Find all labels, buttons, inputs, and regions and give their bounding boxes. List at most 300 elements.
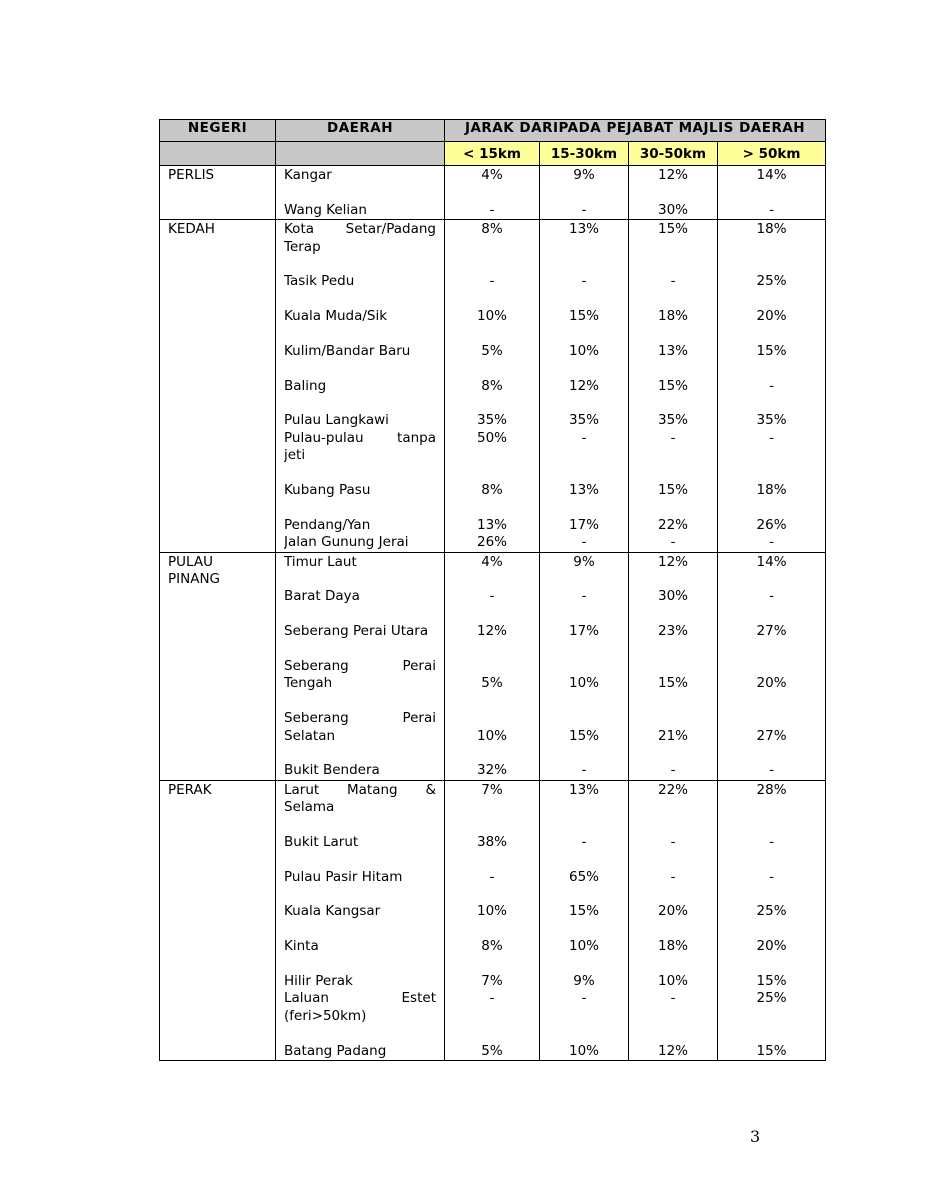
rate-30-50km bbox=[629, 1025, 717, 1042]
district-name: Kangar bbox=[284, 167, 332, 183]
district-name: & bbox=[425, 781, 436, 798]
district-line bbox=[284, 1025, 436, 1042]
rate-15-30km bbox=[540, 693, 628, 710]
district-line bbox=[284, 903, 436, 920]
district-name: tanpa bbox=[397, 429, 436, 446]
rate-15-30km bbox=[540, 816, 628, 833]
rate-under-15km: - bbox=[489, 201, 495, 218]
rate-15-30km bbox=[540, 499, 628, 516]
district-name: Perai bbox=[402, 710, 436, 727]
rate-30-50km: 22% bbox=[657, 781, 688, 798]
rate-under-15km: - bbox=[489, 588, 495, 605]
rate-30-50km bbox=[629, 395, 717, 412]
rate-30-50km bbox=[629, 641, 717, 658]
district-line bbox=[284, 782, 436, 799]
rate-15-30km: - bbox=[581, 833, 587, 850]
district-line bbox=[284, 395, 436, 412]
rate-over-50km: - bbox=[769, 534, 774, 551]
rate-30-50km: - bbox=[670, 273, 676, 290]
rate-15-30km bbox=[540, 395, 628, 412]
rate-over-50km: 15% bbox=[756, 342, 787, 359]
rate-over-50km bbox=[718, 1008, 825, 1025]
rate-over-50km: 20% bbox=[756, 938, 787, 955]
rate-15-30km bbox=[540, 326, 628, 343]
rate-30-50km: 15% bbox=[657, 482, 688, 499]
rate-15-30km: - bbox=[581, 990, 587, 1007]
rate-30-50km-cell bbox=[629, 220, 718, 552]
district-line bbox=[284, 343, 436, 360]
rate-30-50km bbox=[629, 658, 717, 675]
district-line bbox=[284, 499, 436, 516]
rate-under-15km bbox=[445, 710, 539, 727]
rate-over-50km: - bbox=[769, 377, 774, 394]
district-line bbox=[284, 482, 436, 499]
state-name: PULAU bbox=[168, 553, 213, 570]
header-row-distances bbox=[160, 142, 826, 166]
rate-15-30km: 13% bbox=[568, 221, 599, 238]
rate-under-15km: 7% bbox=[481, 781, 503, 798]
rate-over-50km: 35% bbox=[756, 412, 787, 429]
header-jarak: JARAK DARIPADA PEJABAT MAJLIS DAERAH bbox=[445, 120, 826, 142]
rate-15-30km: 10% bbox=[568, 938, 599, 955]
district-line bbox=[284, 447, 436, 464]
rate-30-50km bbox=[629, 256, 717, 273]
district-line bbox=[284, 641, 436, 658]
rate-over-50km: 18% bbox=[756, 482, 787, 499]
rate-under-15km: - bbox=[489, 868, 495, 885]
district-line bbox=[284, 851, 436, 868]
rate-under-15km: 35% bbox=[476, 412, 507, 429]
state-name: PINANG bbox=[168, 570, 221, 587]
rate-under-15km bbox=[445, 1008, 539, 1025]
rate-under-15km bbox=[445, 571, 539, 588]
district-line bbox=[284, 517, 436, 534]
district-name: Seberang bbox=[284, 657, 349, 674]
district-line bbox=[284, 623, 436, 640]
rate-30-50km bbox=[629, 886, 717, 903]
rate-15-30km bbox=[540, 360, 628, 377]
rate-15-30km: - bbox=[581, 762, 587, 779]
rate-over-50km: 14% bbox=[756, 167, 787, 183]
rate-30-50km: 13% bbox=[657, 342, 688, 359]
rate-over-50km bbox=[718, 1025, 825, 1042]
rate-over-50km: - bbox=[769, 762, 774, 779]
rate-30-50km: 15% bbox=[657, 221, 688, 238]
district-cell bbox=[276, 220, 445, 552]
rate-15-30km bbox=[540, 658, 628, 675]
district-name: Hilir Perak bbox=[284, 972, 353, 989]
header-daerah-blank bbox=[276, 142, 445, 166]
rate-over-50km: 26% bbox=[756, 516, 787, 533]
rate-under-15km: 8% bbox=[481, 377, 503, 394]
district-name: Tengah bbox=[284, 675, 333, 692]
district-line bbox=[284, 588, 436, 605]
rate-over-50km: 25% bbox=[756, 273, 787, 290]
rate-under-15km: 50% bbox=[476, 429, 507, 446]
rate-over-50km: 15% bbox=[756, 972, 787, 989]
rate-30-50km: 15% bbox=[657, 377, 688, 394]
district-name: Tasik Pedu bbox=[284, 273, 355, 290]
district-name: Jalan Gunung Jerai bbox=[284, 534, 409, 551]
rate-15-30km bbox=[540, 956, 628, 973]
district-name: Estet bbox=[401, 990, 436, 1007]
rate-15-30km-cell bbox=[540, 166, 629, 220]
rate-30-50km: 12% bbox=[657, 553, 688, 570]
rate-15-30km: 9% bbox=[573, 553, 595, 570]
rate-15-30km-cell bbox=[540, 552, 629, 780]
district-line bbox=[284, 745, 436, 762]
rate-under-15km: 32% bbox=[476, 762, 507, 779]
rate-over-50km bbox=[718, 745, 825, 762]
rate-under-15km: 38% bbox=[476, 833, 507, 850]
rate-30-50km: 30% bbox=[657, 588, 688, 605]
district-name: Matang bbox=[347, 781, 398, 798]
rate-under-15km bbox=[445, 693, 539, 710]
rate-under-15km bbox=[445, 606, 539, 623]
rate-under-15km-cell bbox=[445, 780, 540, 1060]
state-group-row bbox=[160, 552, 826, 780]
rate-15-30km: 9% bbox=[573, 167, 595, 183]
district-line bbox=[284, 606, 436, 623]
district-name: Selama bbox=[284, 799, 335, 816]
header-daerah: DAERAH bbox=[276, 120, 445, 142]
district-name: Kubang Pasu bbox=[284, 482, 371, 499]
rate-under-15km bbox=[445, 816, 539, 833]
district-line bbox=[284, 430, 436, 447]
district-name: Terap bbox=[284, 238, 321, 255]
district-line bbox=[284, 990, 436, 1007]
rate-under-15km: - bbox=[489, 273, 495, 290]
rate-over-50km bbox=[718, 851, 825, 868]
rate-15-30km bbox=[540, 886, 628, 903]
rate-15-30km bbox=[540, 465, 628, 482]
district-line bbox=[284, 973, 436, 990]
rate-30-50km-cell bbox=[629, 780, 718, 1060]
district-name: (feri>50km) bbox=[284, 1007, 367, 1024]
rate-under-15km-cell bbox=[445, 220, 540, 552]
district-name: Kulim/Bandar Baru bbox=[284, 342, 411, 359]
rate-under-15km bbox=[445, 799, 539, 816]
district-line bbox=[284, 956, 436, 973]
header-30-50km: 30-50km bbox=[629, 142, 718, 166]
rate-over-50km-cell bbox=[718, 780, 826, 1060]
rate-30-50km bbox=[629, 239, 717, 256]
rate-over-50km: - bbox=[769, 429, 774, 446]
rate-under-15km bbox=[445, 641, 539, 658]
district-line bbox=[284, 938, 436, 955]
rate-30-50km bbox=[629, 606, 717, 623]
rate-over-50km bbox=[718, 710, 825, 727]
district-line bbox=[284, 378, 436, 395]
rate-over-50km bbox=[718, 184, 825, 201]
rate-over-50km: 27% bbox=[756, 727, 787, 744]
rate-15-30km bbox=[540, 1025, 628, 1042]
rate-30-50km bbox=[629, 693, 717, 710]
rate-over-50km: - bbox=[769, 868, 774, 885]
rate-15-30km bbox=[540, 291, 628, 308]
rate-under-15km bbox=[445, 658, 539, 675]
district-line bbox=[284, 273, 436, 290]
district-line bbox=[284, 1043, 436, 1060]
rate-15-30km: 10% bbox=[568, 342, 599, 359]
header-over-50km: > 50km bbox=[718, 142, 826, 166]
rate-30-50km bbox=[629, 956, 717, 973]
district-name: Kota bbox=[284, 221, 315, 238]
district-line bbox=[284, 693, 436, 710]
rate-under-15km: 5% bbox=[481, 1042, 503, 1059]
rate-15-30km bbox=[540, 606, 628, 623]
header-negeri: NEGERI bbox=[160, 120, 276, 142]
district-line bbox=[284, 308, 436, 325]
state-name-cell bbox=[160, 220, 276, 552]
rate-15-30km: 12% bbox=[568, 377, 599, 394]
rate-over-50km bbox=[718, 256, 825, 273]
district-line bbox=[284, 1008, 436, 1025]
rate-30-50km: 30% bbox=[657, 201, 688, 218]
rate-30-50km bbox=[629, 921, 717, 938]
district-name: Kuala Muda/Sik bbox=[284, 308, 388, 325]
district-line bbox=[284, 799, 436, 816]
rate-over-50km-cell bbox=[718, 166, 826, 220]
rate-30-50km bbox=[629, 816, 717, 833]
rate-30-50km bbox=[629, 447, 717, 464]
rate-under-15km bbox=[445, 256, 539, 273]
rate-over-50km bbox=[718, 465, 825, 482]
rate-under-15km bbox=[445, 745, 539, 762]
state-name: KEDAH bbox=[168, 221, 215, 238]
district-name: Bukit Larut bbox=[284, 833, 359, 850]
district-name: Pulau Pasir Hitam bbox=[284, 868, 403, 885]
district-line bbox=[284, 728, 436, 745]
rate-15-30km: 10% bbox=[568, 675, 599, 692]
rate-under-15km bbox=[445, 239, 539, 256]
rate-under-15km bbox=[445, 499, 539, 516]
rate-30-50km: - bbox=[670, 990, 676, 1007]
rate-over-50km: - bbox=[769, 833, 774, 850]
state-group-row bbox=[160, 166, 826, 220]
rate-15-30km bbox=[540, 799, 628, 816]
district-name: Seberang Perai Utara bbox=[284, 623, 429, 640]
rate-15-30km bbox=[540, 745, 628, 762]
state-name-cell bbox=[160, 552, 276, 780]
rate-over-50km: 15% bbox=[756, 1042, 787, 1059]
rate-15-30km: 35% bbox=[568, 412, 599, 429]
district-line bbox=[284, 202, 436, 219]
rate-30-50km: 20% bbox=[657, 903, 688, 920]
district-name: Barat Daya bbox=[284, 588, 360, 605]
district-line bbox=[284, 291, 436, 308]
rate-under-15km bbox=[445, 886, 539, 903]
rate-15-30km bbox=[540, 641, 628, 658]
district-name: Larut bbox=[284, 781, 320, 798]
state-name-cell bbox=[160, 780, 276, 1060]
rate-over-50km: 28% bbox=[756, 781, 787, 798]
rate-over-50km: 14% bbox=[756, 553, 787, 570]
rate-over-50km bbox=[718, 799, 825, 816]
rate-over-50km: 27% bbox=[756, 623, 787, 640]
rate-30-50km: - bbox=[670, 762, 676, 779]
district-name: Kinta bbox=[284, 938, 319, 955]
district-line bbox=[284, 326, 436, 343]
rate-under-15km: 26% bbox=[476, 534, 507, 551]
rate-15-30km: - bbox=[581, 534, 587, 551]
rate-15-30km: 17% bbox=[568, 623, 599, 640]
district-name: Bukit Bendera bbox=[284, 762, 380, 779]
rate-30-50km bbox=[629, 465, 717, 482]
rate-over-50km bbox=[718, 499, 825, 516]
rate-under-15km: 4% bbox=[481, 553, 503, 570]
header-row-main bbox=[160, 120, 826, 142]
rate-15-30km bbox=[540, 239, 628, 256]
district-line bbox=[284, 239, 436, 256]
rate-30-50km bbox=[629, 184, 717, 201]
district-line bbox=[284, 762, 436, 779]
rate-15-30km-cell bbox=[540, 220, 629, 552]
rate-30-50km: 23% bbox=[657, 623, 688, 640]
rate-over-50km bbox=[718, 693, 825, 710]
rate-over-50km bbox=[718, 571, 825, 588]
rate-30-50km: 18% bbox=[657, 308, 688, 325]
rate-30-50km bbox=[629, 1008, 717, 1025]
rate-under-15km bbox=[445, 851, 539, 868]
rate-15-30km: - bbox=[581, 429, 587, 446]
state-group-row bbox=[160, 780, 826, 1060]
rate-30-50km: 12% bbox=[657, 1042, 688, 1059]
rate-under-15km: 10% bbox=[476, 308, 507, 325]
district-name: Timur Laut bbox=[284, 553, 357, 570]
rate-30-50km: 12% bbox=[657, 167, 688, 183]
rate-15-30km-cell bbox=[540, 780, 629, 1060]
rate-15-30km bbox=[540, 710, 628, 727]
district-name: Pulau-pulau bbox=[284, 429, 364, 446]
rate-30-50km bbox=[629, 360, 717, 377]
rate-under-15km: 8% bbox=[481, 221, 503, 238]
rate-30-50km bbox=[629, 799, 717, 816]
page-number: 3 bbox=[750, 1127, 761, 1146]
rate-over-50km-cell bbox=[718, 220, 826, 552]
district-line bbox=[284, 886, 436, 903]
rate-over-50km: 20% bbox=[756, 308, 787, 325]
rate-over-50km bbox=[718, 326, 825, 343]
rate-over-50km bbox=[718, 606, 825, 623]
district-name: Pulau Langkawi bbox=[284, 412, 389, 429]
district-line bbox=[284, 571, 436, 588]
district-line bbox=[284, 554, 436, 571]
rate-over-50km bbox=[718, 291, 825, 308]
rate-under-15km-cell bbox=[445, 552, 540, 780]
rate-15-30km: 9% bbox=[573, 972, 595, 989]
rate-15-30km: - bbox=[581, 588, 587, 605]
rate-under-15km bbox=[445, 395, 539, 412]
rate-over-50km bbox=[718, 956, 825, 973]
rate-over-50km: - bbox=[769, 588, 774, 605]
district-line bbox=[284, 256, 436, 273]
rate-30-50km bbox=[629, 291, 717, 308]
rate-30-50km: - bbox=[670, 429, 676, 446]
rate-under-15km: 7% bbox=[481, 972, 503, 989]
rate-15-30km: 15% bbox=[568, 308, 599, 325]
rate-under-15km bbox=[445, 291, 539, 308]
district-name: Laluan bbox=[284, 990, 329, 1007]
rate-under-15km bbox=[445, 326, 539, 343]
rate-30-50km bbox=[629, 571, 717, 588]
rate-over-50km: 20% bbox=[756, 675, 787, 692]
rate-30-50km: 10% bbox=[657, 972, 688, 989]
district-line bbox=[284, 816, 436, 833]
district-line bbox=[284, 869, 436, 886]
rate-under-15km bbox=[445, 1025, 539, 1042]
rate-under-15km: - bbox=[489, 990, 495, 1007]
district-name: jeti bbox=[284, 447, 306, 464]
rate-under-15km: 5% bbox=[481, 342, 503, 359]
rate-30-50km bbox=[629, 851, 717, 868]
rate-30-50km: - bbox=[670, 534, 676, 551]
rate-15-30km bbox=[540, 184, 628, 201]
rate-15-30km: 15% bbox=[568, 903, 599, 920]
rate-30-50km bbox=[629, 710, 717, 727]
district-line bbox=[284, 534, 436, 551]
rate-30-50km: 18% bbox=[657, 938, 688, 955]
rate-under-15km: 5% bbox=[481, 675, 503, 692]
rate-30-50km-cell bbox=[629, 552, 718, 780]
district-line bbox=[284, 465, 436, 482]
state-name: PERLIS bbox=[168, 167, 215, 183]
rate-under-15km bbox=[445, 360, 539, 377]
rate-over-50km bbox=[718, 658, 825, 675]
state-name-cell bbox=[160, 166, 276, 220]
rate-under-15km: 10% bbox=[476, 727, 507, 744]
rate-15-30km: - bbox=[581, 201, 587, 218]
district-name: Kuala Kangsar bbox=[284, 903, 381, 920]
rate-under-15km bbox=[445, 465, 539, 482]
rate-under-15km-cell bbox=[445, 166, 540, 220]
rate-30-50km: 21% bbox=[657, 727, 688, 744]
district-name: Batang Padang bbox=[284, 1042, 387, 1059]
rate-over-50km: - bbox=[769, 201, 774, 218]
rate-under-15km bbox=[445, 447, 539, 464]
district-line bbox=[284, 710, 436, 727]
district-line bbox=[284, 921, 436, 938]
district-name: Wang Kelian bbox=[284, 201, 367, 218]
district-line bbox=[284, 360, 436, 377]
rate-under-15km bbox=[445, 956, 539, 973]
rate-15-30km: 17% bbox=[568, 516, 599, 533]
rate-15-30km: 13% bbox=[568, 482, 599, 499]
rate-15-30km bbox=[540, 851, 628, 868]
rate-under-15km bbox=[445, 921, 539, 938]
district-cell bbox=[276, 552, 445, 780]
rate-15-30km: - bbox=[581, 273, 587, 290]
rate-over-50km bbox=[718, 395, 825, 412]
district-name: Perai bbox=[402, 657, 436, 674]
rate-30-50km bbox=[629, 326, 717, 343]
rate-over-50km: 25% bbox=[756, 990, 787, 1007]
rate-30-50km-cell bbox=[629, 166, 718, 220]
district-line bbox=[284, 834, 436, 851]
rate-under-15km: 12% bbox=[476, 623, 507, 640]
header-negeri-blank bbox=[160, 142, 276, 166]
district-line bbox=[284, 184, 436, 201]
table-body bbox=[160, 166, 826, 1061]
rate-over-50km bbox=[718, 360, 825, 377]
rate-under-15km: 8% bbox=[481, 938, 503, 955]
rate-15-30km: 65% bbox=[568, 868, 599, 885]
rate-over-50km bbox=[718, 239, 825, 256]
district-line bbox=[284, 412, 436, 429]
distance-rate-table bbox=[159, 119, 826, 1061]
district-line bbox=[284, 675, 436, 692]
rate-30-50km: 35% bbox=[657, 412, 688, 429]
